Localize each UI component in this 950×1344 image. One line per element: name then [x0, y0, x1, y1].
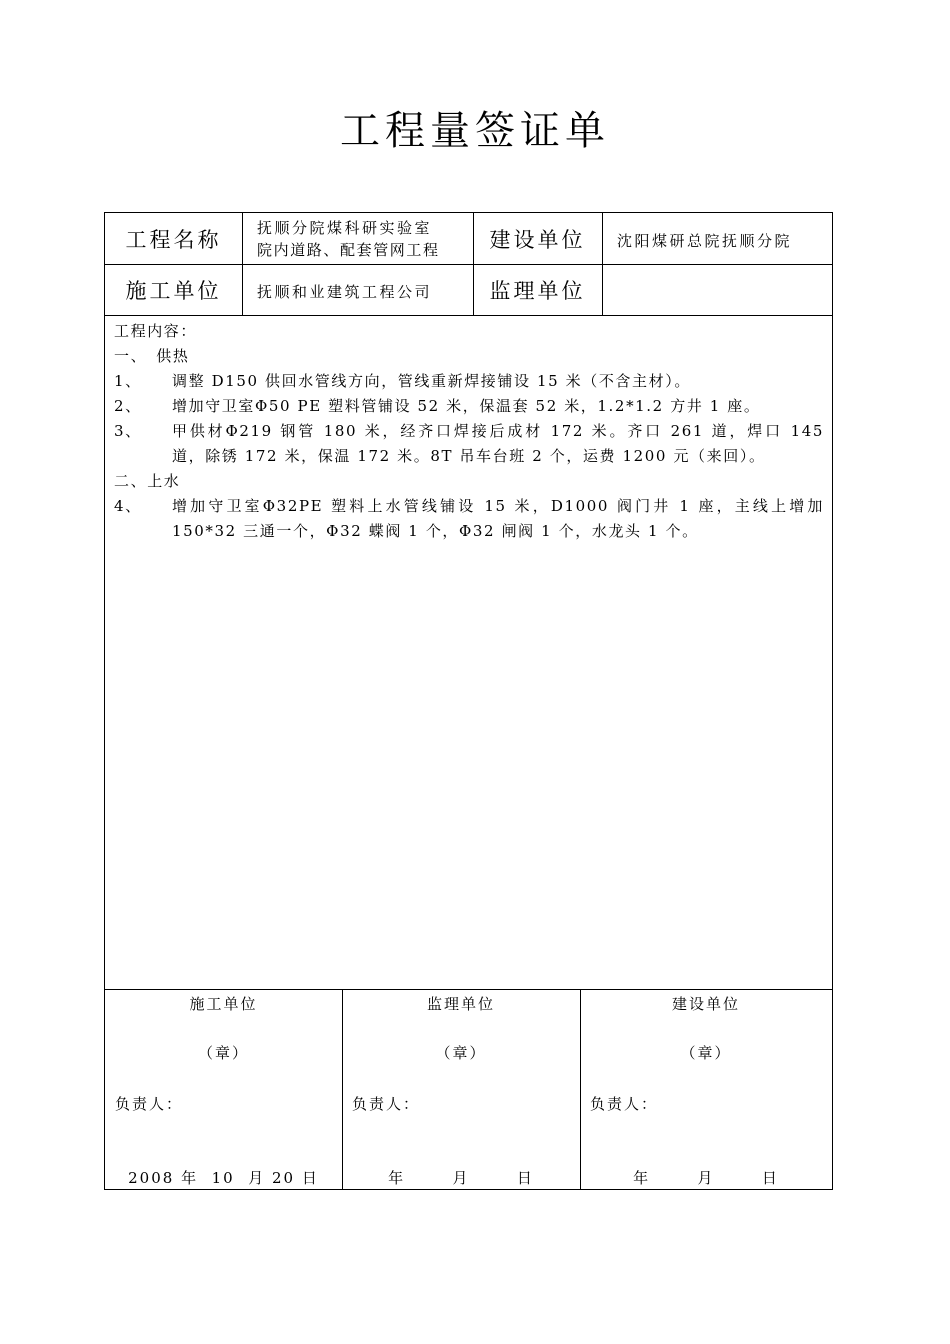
work-content: [105, 315, 832, 987]
list-item: [114, 494, 824, 544]
signature-construction: [105, 990, 342, 1189]
signature-date: 2008 年 10 月 20 日: [128, 1169, 319, 1187]
seal-placeholder: （章）: [680, 1044, 732, 1062]
responsible-person-label: 负责人：: [352, 1095, 421, 1113]
signature-date: 年 月 日: [388, 1169, 534, 1187]
supervision-unit-label: 监理单位: [489, 278, 586, 303]
seal-placeholder: （章）: [435, 1044, 487, 1062]
project-name-line1: 抚顺分院煤科研实验室: [257, 218, 433, 237]
item-number: 1、: [114, 372, 142, 390]
item-number: 2、: [114, 397, 142, 415]
signature-unit: 建设单位: [671, 995, 740, 1013]
builder-unit-value: 沈阳煤研总院抚顺分院: [617, 232, 793, 250]
builder-unit-label: 建设单位: [489, 227, 586, 252]
content-heading: 工程内容：: [114, 322, 198, 340]
responsible-person-label: 负责人：: [590, 1095, 659, 1113]
responsible-person-label: 负责人：: [115, 1095, 184, 1113]
visa-form: [104, 212, 833, 1190]
item-text: 调整 D150 供回水管线方向，管线重新焊接铺设 15 米（不含主材）。: [172, 372, 691, 390]
item-text: 增加守卫室Φ32PE 塑料上水管线铺设 15 米，D1000 阀门井 1 座，主线上增加 150*32 三通一个，Φ32 蝶阀 1 个，Φ32 闸阀 1 个，水龙头 1 个。: [172, 497, 824, 540]
project-name-value: [257, 213, 473, 264]
item-number: 3、: [114, 422, 142, 440]
section-water-supply: 二、上水: [114, 472, 181, 490]
col-divider: [602, 213, 603, 315]
signature-unit: 施工单位: [189, 995, 258, 1013]
section-heating: 一、 供热: [114, 347, 190, 365]
item-number: 4、: [114, 497, 142, 515]
project-name-label: 工程名称: [125, 227, 222, 252]
signature-unit: 监理单位: [426, 995, 495, 1013]
supervision-unit-value: [617, 264, 832, 315]
construction-unit-value: 抚顺和业建筑工程公司: [257, 282, 433, 301]
item-text: 甲供材Φ219 钢管 180 米，经齐口焊接后成材 172 米。齐口 261 道，焊口 145 道，除锈 172 米，保温 172 米。8T 吊车台班 2 个，运费 1200 元（来回）。: [172, 422, 824, 465]
signature-builder: [580, 990, 832, 1189]
list-item: [114, 394, 824, 419]
document-title: 工程量签证单: [340, 108, 610, 154]
signature-supervision: [342, 990, 580, 1189]
list-item: [114, 369, 824, 394]
item-text: 增加守卫室Φ50 PE 塑料管铺设 52 米，保温套 52 米，1.2*1.2 方井 1 座。: [172, 397, 761, 415]
construction-unit-label: 施工单位: [125, 278, 222, 303]
list-item: [114, 419, 824, 469]
signature-date: 年 月 日: [633, 1169, 779, 1187]
col-divider: [242, 213, 243, 315]
seal-placeholder: （章）: [197, 1044, 249, 1062]
project-name-line2: 院内道路、配套管网工程: [257, 240, 440, 259]
